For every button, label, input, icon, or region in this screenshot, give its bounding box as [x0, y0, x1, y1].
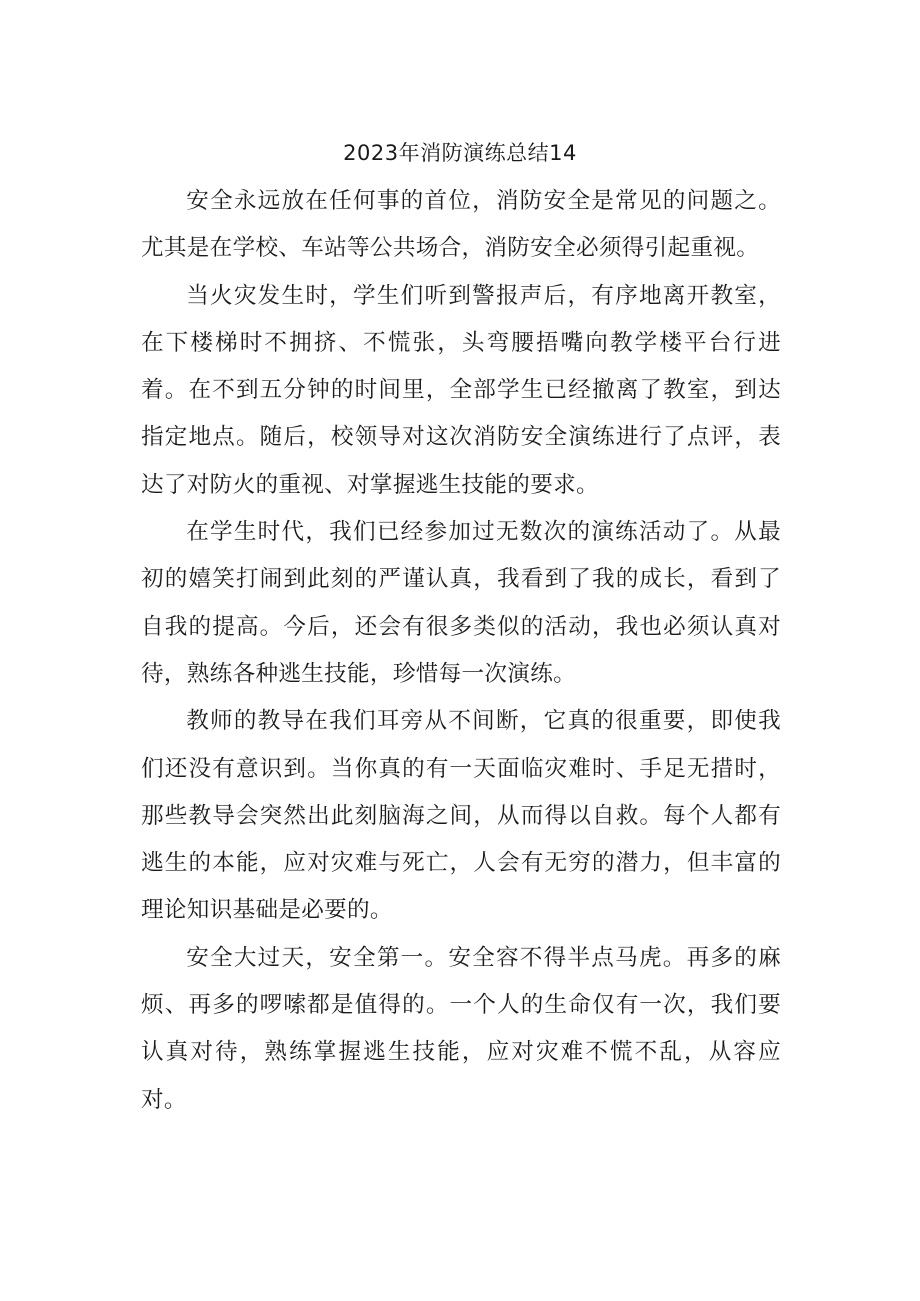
paragraph-4: 教师的教导在我们耳旁从不间断，它真的很重要，即使我们还没有意识到。当你真的有一天面临灾难时、手足无措时，那些教导会突然出此刻脑海之间，从而得以自救。每个人都有逃生的本能，应对灾难与死亡，人会有无穷的潜力，但丰富的理论知识基础是必要的。	[141, 708, 781, 924]
paragraph-5: 安全大过天，安全第一。安全容不得半点马虎。再多的麻烦、再多的啰嗦都是值得的。一个人的生命仅有一次，我们要认真对待，熟练掌握逃生技能，应对灾难不慌不乱，从容应对。	[141, 944, 781, 1113]
paragraph-3: 在学生时代，我们已经参加过无数次的演练活动了。从最初的嬉笑打闹到此刻的严谨认真，我看到了我的成长，看到了自我的提高。今后，还会有很多类似的活动，我也必须认真对待，熟练各种逃生技能，珍惜每一次演练。	[141, 519, 781, 687]
document-body	[141, 178, 781, 1124]
document-title: 2023年消防演练总结14	[343, 141, 577, 165]
paragraph-1: 安全永远放在任何事的首位，消防安全是常见的问题之。尤其是在学校、车站等公共场合，消防安全必须得引起重视。	[141, 188, 781, 262]
paragraph-2: 当火灾发生时，学生们听到警报声后，有序地离开教室，在下楼梯时不拥挤、不慌张，头弯腰捂嘴向教学楼平台行进着。在不到五分钟的时间里，全部学生已经撤离了教室，到达指定地点。随后，校领导对这次消防安全演练进行了点评，表达了对防火的重视、对掌握逃生技能的要求。	[141, 282, 781, 498]
